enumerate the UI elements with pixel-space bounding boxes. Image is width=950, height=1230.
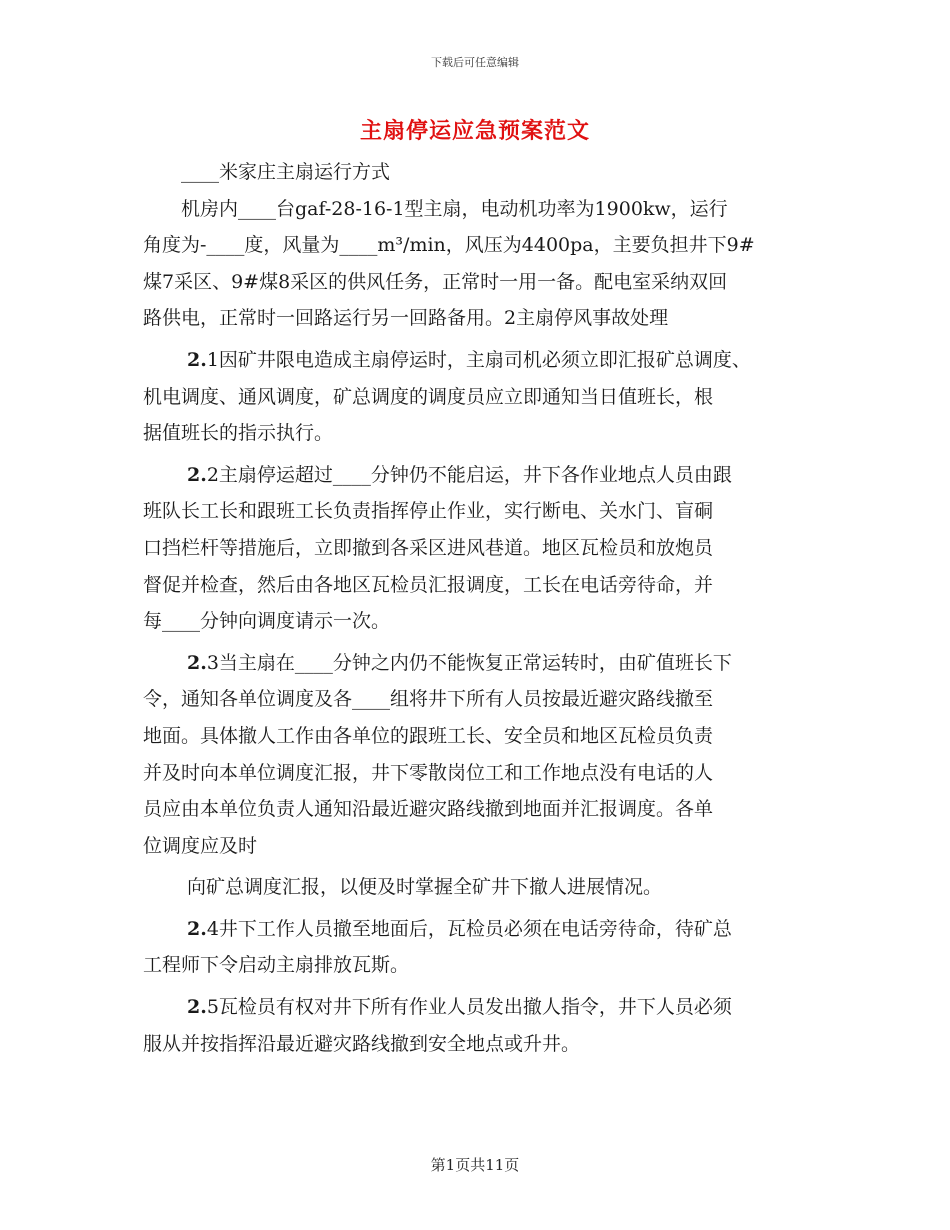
text-line bbox=[143, 457, 815, 494]
paragraph-2-5 bbox=[143, 989, 815, 1062]
text-line: 并及时向本单位调度汇报，井下零散岗位工和工作地点没有电话的人 bbox=[143, 761, 714, 784]
paragraph-2-3 bbox=[143, 645, 815, 865]
line-text: 2主扇停运超过____分钟仍不能启运，井下各作业地点人员由跟 bbox=[206, 463, 732, 486]
text-line: 地面。具体撤人工作由各单位的跟班工长、安全员和地区瓦检员负责 bbox=[143, 724, 714, 747]
text-line: 工程师下令启动主扇排放瓦斯。 bbox=[143, 954, 410, 977]
text-line: 机电调度、通风调度，矿总调度的调度员应立即通知当日值班长，根 bbox=[143, 385, 714, 408]
section-number: 2. bbox=[187, 651, 207, 674]
line-text: 5瓦检员有权对井下所有作业人员发出撤人指令，井下人员必须 bbox=[206, 996, 732, 1019]
text-line: 督促并检查，然后由各地区瓦检员汇报调度，工长在电话旁待命，并 bbox=[143, 573, 714, 596]
text-line: 口挡栏杆等措施后，立即撤到各采区进风巷道。地区瓦检员和放炮员 bbox=[143, 536, 714, 559]
text-line bbox=[143, 645, 815, 682]
text-line: 令，通知各单位调度及各____组将井下所有人员按最近避灾路线撤至 bbox=[143, 688, 714, 711]
document-body bbox=[143, 154, 815, 1062]
text-line: 角度为-____度，风量为____m³/min，风压为4400pa，主要负担井下9# bbox=[143, 234, 755, 257]
text-line: 位调度应及时 bbox=[143, 834, 258, 857]
document-title: 主扇停运应急预案范文 bbox=[359, 118, 590, 144]
text-line: 机房内____台gaf-28-16-1型主扇，电动机功率为1900kw，运行 bbox=[181, 197, 728, 220]
text-line bbox=[143, 342, 815, 379]
text-line: ____米家庄主扇运行方式 bbox=[181, 161, 391, 183]
paragraph-report-progress bbox=[143, 869, 815, 906]
paragraph-fan-room bbox=[143, 191, 815, 337]
section-number: 2. bbox=[187, 463, 207, 486]
line-text: 4井下工作人员撤至地面后，瓦检员必须在电话旁待命，待矿总 bbox=[206, 917, 732, 940]
page-number-footer: 第1页共11页 bbox=[430, 1156, 520, 1174]
line-text: 1因矿井限电造成主扇停运时，主扇司机必须立即汇报矿总调度、 bbox=[206, 348, 751, 371]
paragraph-2-1 bbox=[143, 342, 815, 452]
line-text: 3当主扇在____分钟之内仍不能恢复正常运转时，由矿值班长下 bbox=[206, 651, 732, 674]
paragraph-2-4 bbox=[143, 911, 815, 984]
text-line: 据值班长的指示执行。 bbox=[143, 422, 334, 445]
text-line: 班队长工长和跟班工长负责指挥停止作业，实行断电、关水门、盲硐 bbox=[143, 500, 714, 523]
text-line bbox=[143, 911, 815, 948]
page-header: 下载后可任意编辑 bbox=[431, 56, 519, 69]
section-number: 2. bbox=[187, 996, 207, 1019]
text-line: 路供电，正常时一回路运行另一回路备用。2主扇停风事故处理 bbox=[143, 307, 669, 330]
paragraph-operation-mode-heading bbox=[143, 154, 815, 191]
text-line: 每____分钟向调度请示一次。 bbox=[143, 610, 391, 633]
paragraph-2-2 bbox=[143, 457, 815, 640]
text-line: 员应由本单位负责人通知沿最近避灾路线撤到地面并汇报调度。各单 bbox=[143, 798, 714, 821]
text-line: 煤7采区、9#煤8采区的供风任务，正常时一用一备。配电室采纳双回 bbox=[143, 270, 728, 293]
section-number: 2. bbox=[187, 348, 207, 371]
text-line bbox=[143, 989, 815, 1026]
section-number: 2. bbox=[187, 917, 207, 940]
text-line: 服从并按指挥沿最近避灾路线撤到安全地点或升井。 bbox=[143, 1032, 581, 1055]
text-line: 向矿总调度汇报，以便及时掌握全矿井下撤人进展情况。 bbox=[187, 876, 663, 899]
